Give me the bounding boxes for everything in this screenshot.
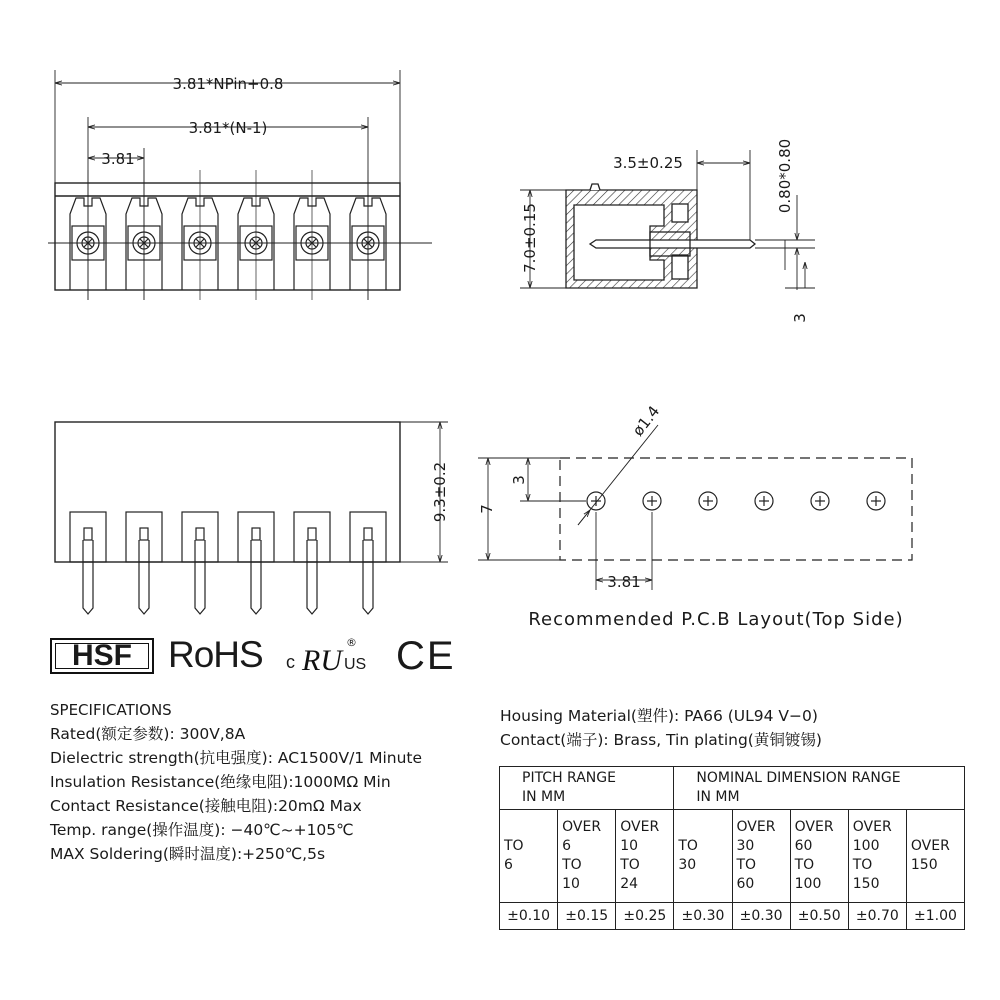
dim-height: 7.0±0.15 bbox=[521, 203, 539, 273]
ul-logo bbox=[286, 638, 366, 678]
terminal-cell bbox=[182, 170, 218, 300]
spec-contact-resistance: Contact Resistance(接触电阻):20mΩ Max bbox=[50, 797, 362, 815]
specifications bbox=[50, 698, 490, 866]
pcb-hole bbox=[755, 492, 773, 510]
dim-pitch-top: 3.81 bbox=[101, 150, 135, 168]
hsf-logo: HSF bbox=[50, 638, 154, 674]
range-cell: OVER 10 TO 24 bbox=[616, 810, 674, 903]
dim-front-height: 9.3±0.2 bbox=[431, 461, 449, 523]
ul-us-label: US bbox=[344, 656, 367, 673]
pin bbox=[350, 512, 386, 614]
pcb-hole bbox=[699, 492, 717, 510]
dim-depth: 3.5±0.25 bbox=[613, 154, 683, 172]
nominal-range-header: NOMINAL DIMENSION RANGE IN MM bbox=[674, 767, 965, 810]
terminal-cell bbox=[294, 170, 330, 300]
housing-material: Housing Material(塑件): PA66 (UL94 V−0) bbox=[500, 707, 818, 725]
tolerance-row bbox=[500, 903, 965, 930]
tolerance-table bbox=[499, 766, 965, 930]
spec-soldering: MAX Soldering(瞬时温度):+250℃,5s bbox=[50, 845, 326, 863]
pcb-layout bbox=[478, 425, 912, 590]
svg-text:RU: RU bbox=[302, 644, 342, 676]
pcb-hole bbox=[811, 492, 829, 510]
dim-hole-diameter: ø1.4 bbox=[628, 402, 664, 440]
pcb-hole bbox=[587, 492, 605, 510]
spec-dielectric: Dielectric strength(抗电强度): AC1500V/1 Minute bbox=[50, 749, 423, 767]
pin bbox=[294, 512, 330, 614]
terminal-cell bbox=[350, 170, 386, 300]
dim-pcb-pitch: 3.81 bbox=[607, 573, 641, 591]
tolerance-cell: ±0.15 bbox=[558, 903, 616, 930]
dim-pcb-height: 7 bbox=[478, 504, 496, 514]
pin bbox=[238, 512, 274, 614]
pin bbox=[182, 512, 218, 614]
materials bbox=[500, 704, 970, 752]
range-cell: OVER 6 TO 10 bbox=[558, 810, 616, 903]
dim-total-length: 3.81*NPin+0.8 bbox=[172, 75, 284, 93]
range-cell: OVER 30 TO 60 bbox=[732, 810, 790, 903]
pcb-caption: Recommended P.C.B Layout(Top Side) bbox=[528, 609, 904, 630]
contact-material: Contact(端子): Brass, Tin plating(黄铜镀锡) bbox=[500, 731, 822, 749]
terminal-cell bbox=[126, 170, 162, 300]
terminal-cell bbox=[238, 170, 274, 300]
tolerance-cell: ±0.50 bbox=[790, 903, 848, 930]
ce-logo: CE bbox=[396, 634, 456, 678]
tolerance-cell: ±0.30 bbox=[674, 903, 732, 930]
range-cell: TO 30 bbox=[674, 810, 732, 903]
range-row bbox=[500, 810, 965, 903]
dim-pin-section: 0.80*0.80 bbox=[776, 138, 794, 214]
pcb-hole bbox=[867, 492, 885, 510]
pin bbox=[126, 512, 162, 614]
certification-logos bbox=[50, 634, 470, 684]
spec-insulation: Insulation Resistance(绝缘电阻):1000MΩ Min bbox=[50, 773, 391, 791]
range-cell: OVER 100 TO 150 bbox=[848, 810, 906, 903]
spec-temp: Temp. range(操作温度): −40℃~+105℃ bbox=[50, 821, 354, 839]
tolerance-cell: ±0.25 bbox=[616, 903, 674, 930]
tolerance-cell: ±1.00 bbox=[906, 903, 964, 930]
rohs-logo: RoHS bbox=[168, 634, 263, 675]
dim-hole-offset: 3 bbox=[510, 475, 528, 485]
pitch-range-header: PITCH RANGE IN MM bbox=[500, 767, 674, 810]
ul-registered-mark: ® bbox=[346, 636, 357, 649]
ul-mark-icon bbox=[300, 642, 346, 676]
range-cell: OVER 60 TO 100 bbox=[790, 810, 848, 903]
spec-rated: Rated(额定参数): 300V,8A bbox=[50, 725, 246, 743]
pcb-hole bbox=[643, 492, 661, 510]
tolerance-cell: ±0.30 bbox=[732, 903, 790, 930]
range-cell: OVER 150 bbox=[906, 810, 964, 903]
dim-pin-protrusion: 3 bbox=[791, 313, 809, 323]
range-cell: TO 6 bbox=[500, 810, 558, 903]
pin bbox=[70, 512, 106, 614]
terminal-cell bbox=[70, 170, 106, 300]
tolerance-cell: ±0.70 bbox=[848, 903, 906, 930]
tolerance-cell: ±0.10 bbox=[500, 903, 558, 930]
ul-c-label: c bbox=[286, 652, 295, 672]
specs-title: SPECIFICATIONS bbox=[50, 701, 172, 719]
dim-span: 3.81*(N-1) bbox=[188, 119, 268, 137]
